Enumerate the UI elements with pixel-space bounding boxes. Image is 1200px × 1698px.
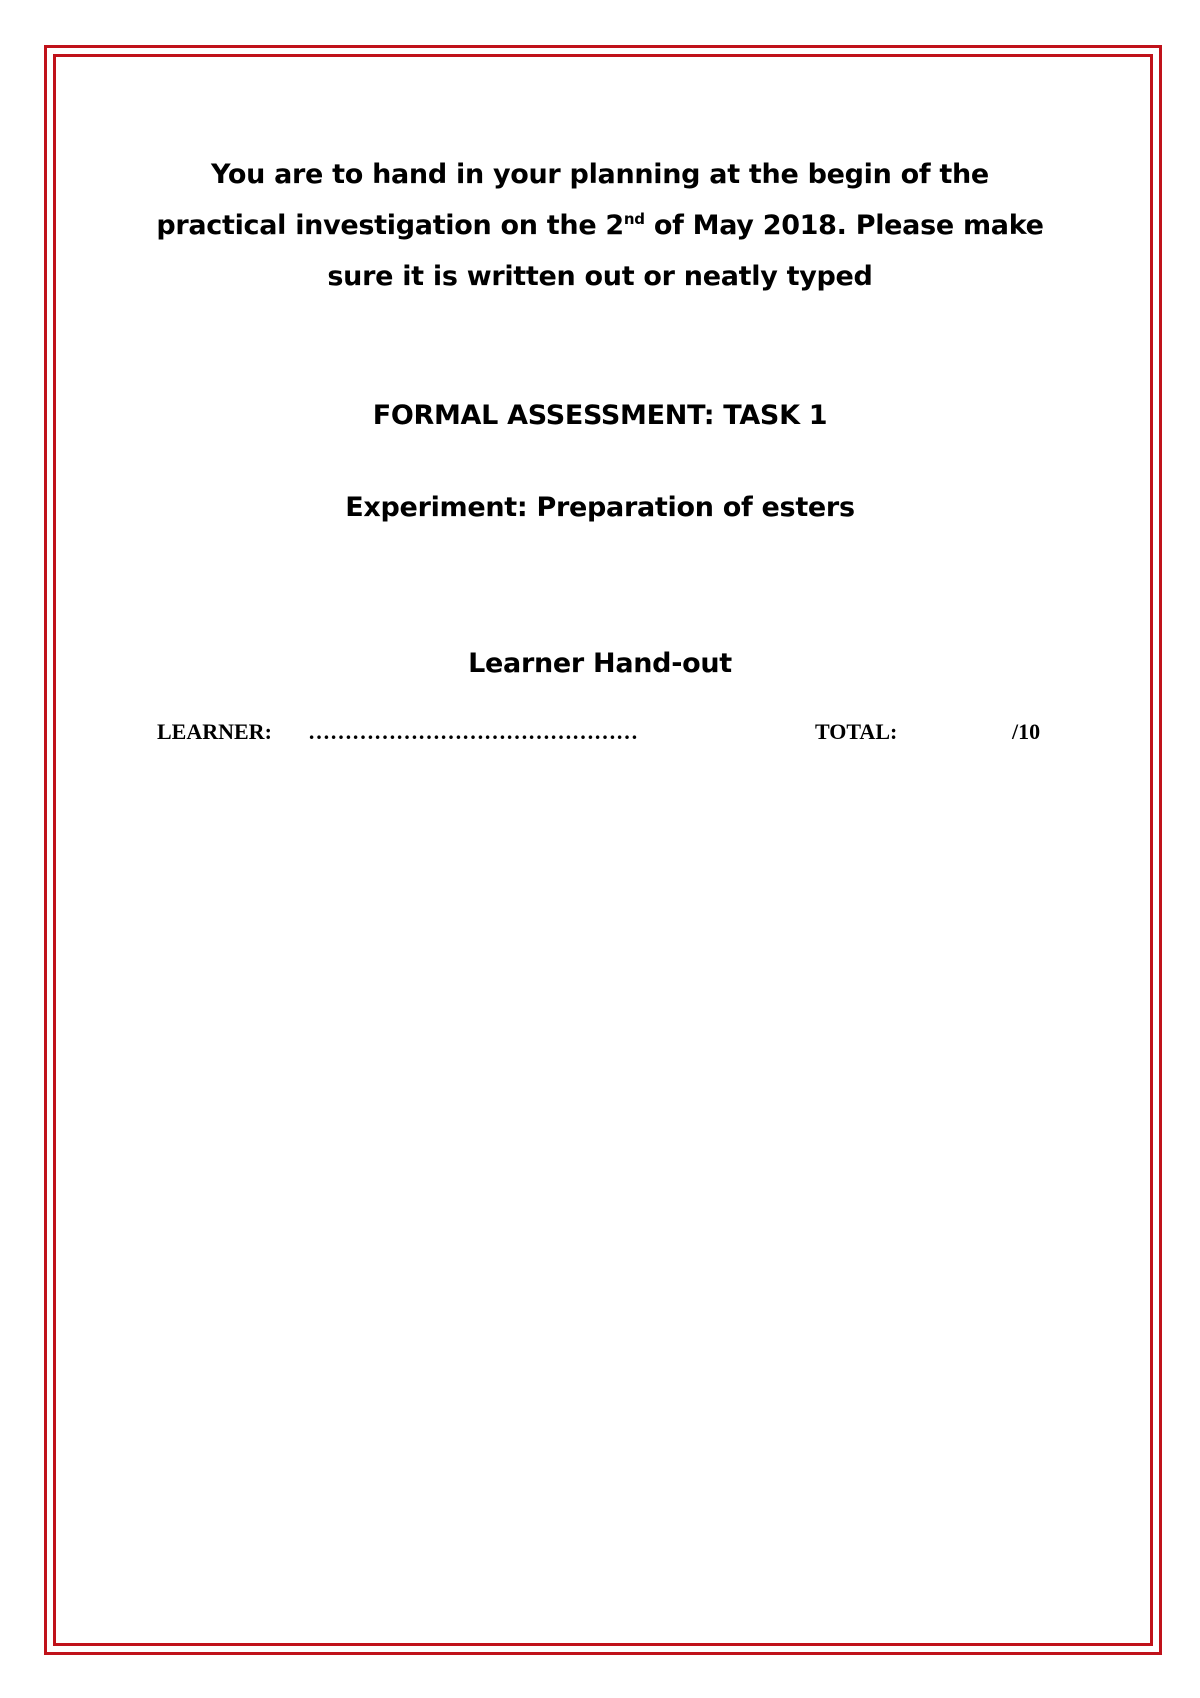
learner-label: LEARNER: <box>157 719 272 744</box>
total-score: /10 <box>1012 719 1041 744</box>
total-label: TOTAL: <box>815 719 898 744</box>
handout-title: Learner Hand-out <box>468 648 732 679</box>
intro-line-1: You are to hand in your planning at the begin of the <box>211 159 989 190</box>
intro-line-2-before: practical investigation on the 2 <box>156 210 624 241</box>
task-title: FORMAL ASSESSMENT: TASK 1 <box>372 400 828 431</box>
intro-line-2 <box>140 200 1060 251</box>
experiment-title: Experiment: Preparation of esters <box>345 492 855 523</box>
intro-line-2-after: of May 2018. Please make <box>644 210 1044 241</box>
learner-name-blank: ……………………………………… <box>308 719 638 744</box>
intro-line-3: sure it is written out or neatly typed <box>327 261 873 292</box>
learner-total-row <box>157 719 1057 749</box>
intro-instructions <box>140 149 1060 302</box>
ordinal-suffix: nd <box>623 210 645 228</box>
